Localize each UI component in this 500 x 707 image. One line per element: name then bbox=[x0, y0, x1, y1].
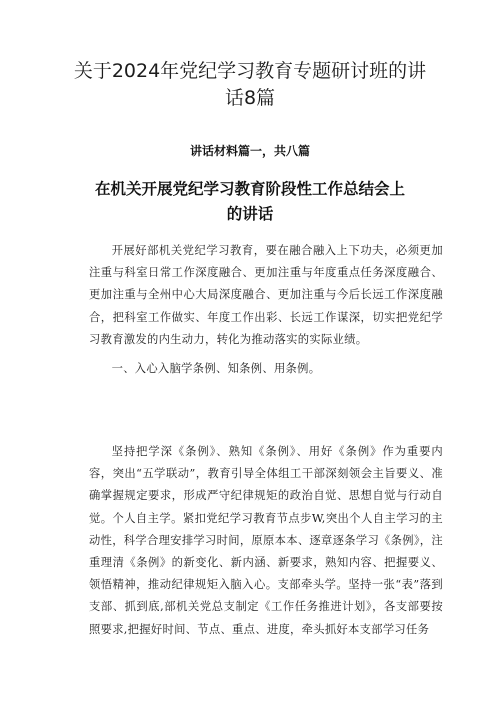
section-label: 讲话材料篇一，共八篇 bbox=[189, 144, 310, 158]
speech-title-line-2: 的讲话 bbox=[226, 205, 274, 223]
speech-title-line-1: 在机关开展党纪学习教育阶段性工作总结会上 bbox=[94, 180, 405, 198]
document-title bbox=[40, 58, 460, 112]
document-title-line-2: 话8篇 bbox=[224, 87, 276, 109]
speech-title bbox=[70, 177, 430, 227]
intro-paragraph: 开展好部机关党纪学习教育，要在融合融入上下功夫，必须更加注重与科室日常工作深度融合、更加注重与年度重点任务深度融合、更加注重与全州中心大局深度融合、更加注重与今后长远工作深度融合，把科室工作做实、年度工作出彩、长远工作谋深，切实把党纪学习教育激发的内生动力，转化为推动落实的实际业绩。 bbox=[89, 244, 443, 346]
body-paragraph-2: 坚持把学深《条例》、熟知《条例》、用好《条例》作为重要内容，突出“五学联动”，教育引导全体组工干部深刻领会主旨要义、准确掌握规定要求，形成严守纪律规矩的政治自觉、思想自觉与行动自觉。个人自主学。紧扣党纪学习教育节点步W,突出个人自主学习的主动性，科学合理安排学习时间，原原本本、逐章逐条学习《条例》，注重理清《条例》的新变化、新内涵、新要求，熟知内容、把握要义、领悟精神，推动纪律规矩入脑入心。支部牵头学。坚持一张“表”落到支部、抓到底,部机关党总支制定《工作任务推进计划》，各支部要按照要求,把握好时间、节点、重点、进度，牵头抓好本支部学习任务 bbox=[89, 445, 443, 636]
document-title-line-1: 关于2024年党纪学习教育专题研讨班的讲 bbox=[73, 60, 427, 82]
section-heading-1: 一、入心入脑学条例、知条例、用条例。 bbox=[111, 362, 321, 375]
